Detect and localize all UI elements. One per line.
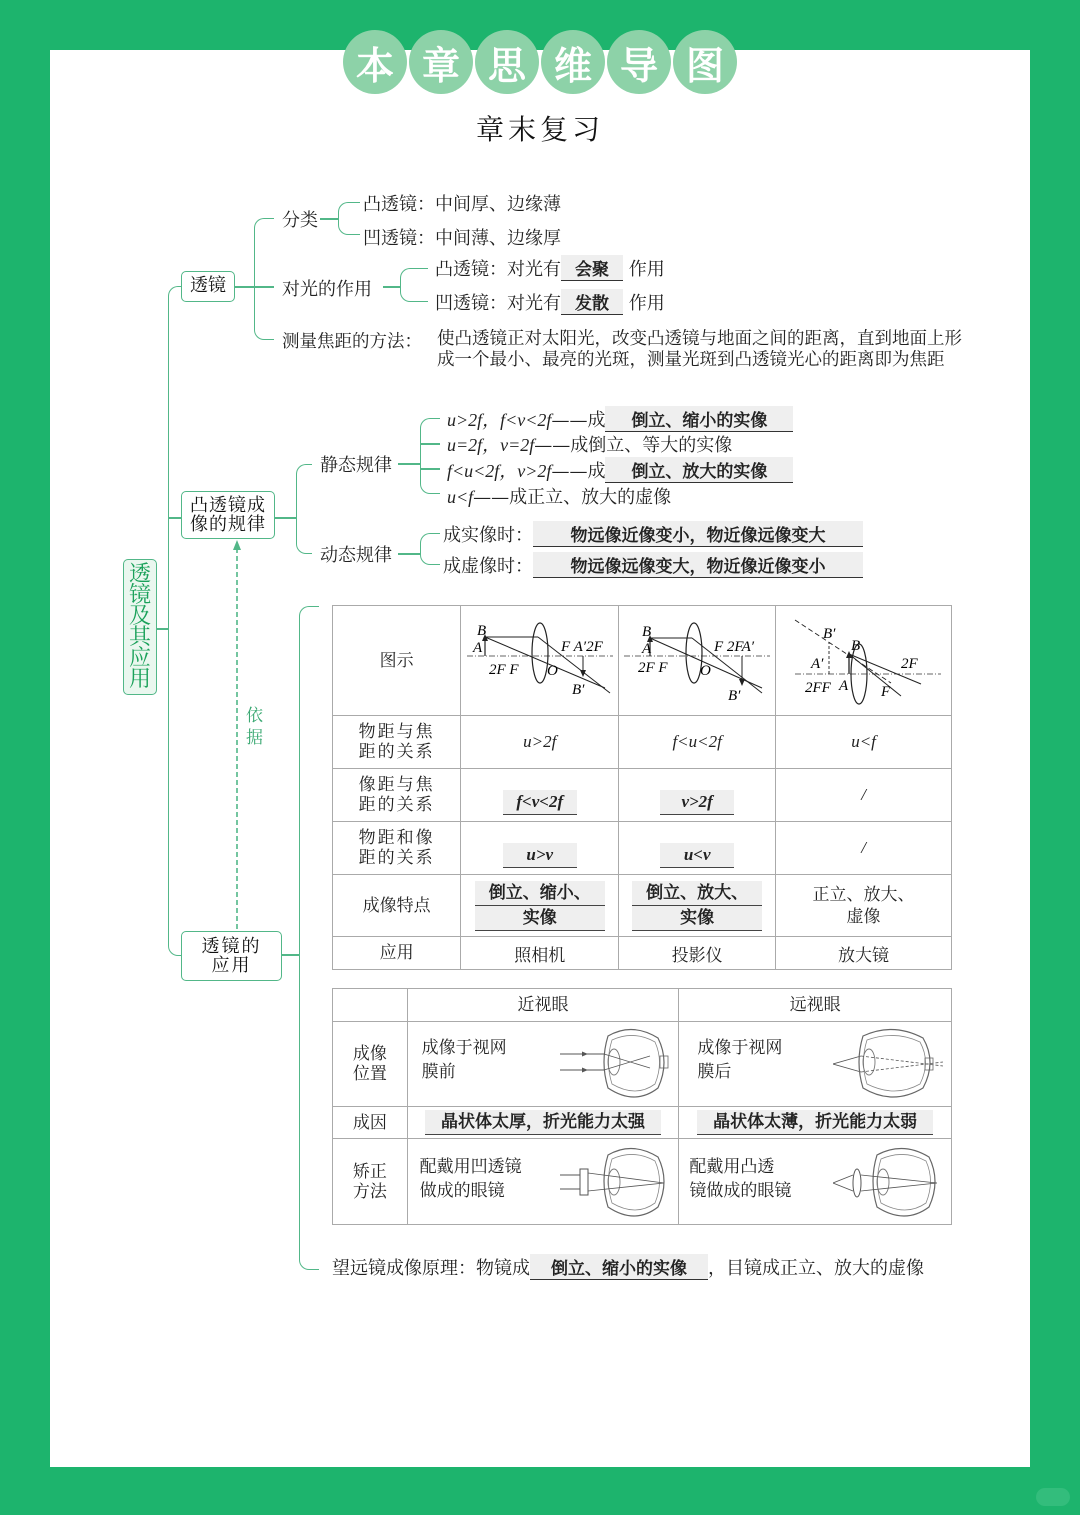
trunk-bracket — [168, 286, 182, 956]
static-rule-1 — [447, 406, 793, 432]
rule-condition: u>2f，f<v<2f — [447, 410, 552, 430]
svg-text:2FF: 2FF — [805, 680, 831, 696]
telescope-principle — [332, 1254, 924, 1280]
node-imaging-rules — [181, 491, 275, 539]
answer-blank: 发散 — [561, 289, 623, 315]
convex-prefix: 凸透镜：对光有 — [435, 259, 561, 280]
text-line: 膜后 — [697, 1062, 732, 1082]
header-text: 成像位置 — [352, 1044, 387, 1084]
rule-middle: ——成 — [551, 410, 606, 431]
header-text: 像距与焦距的关系 — [358, 775, 435, 815]
object-distance-3: u<f — [776, 716, 952, 769]
column-hyperopia: 远视眼 — [679, 989, 952, 1022]
svg-text:F: F — [881, 684, 891, 700]
svg-text:F 2FA′: F 2FA′ — [714, 639, 755, 655]
node-lens-label: 透镜 — [190, 275, 226, 296]
answer-blank: 物远像近像变小，物近像远像变大 — [533, 521, 863, 547]
node-application-label: 透镜的应用 — [201, 936, 262, 976]
title-char: 章 — [409, 30, 473, 94]
connector — [420, 443, 440, 445]
myopia-correction — [407, 1139, 679, 1225]
myopia-image-position — [407, 1022, 679, 1107]
svg-text:B: B — [851, 638, 861, 654]
application-bracket — [299, 606, 319, 1270]
image-distance-1 — [461, 769, 619, 822]
title-char: 图 — [673, 30, 737, 94]
answer-blank: 倒立、缩小的实像 — [530, 1254, 708, 1280]
svg-text:A′: A′ — [811, 656, 824, 672]
answer-blank: 晶状体太薄，折光能力太弱 — [697, 1110, 933, 1135]
text-line: 镜做成的眼镜 — [689, 1181, 792, 1201]
ray-diagram-1-icon — [465, 608, 615, 708]
answer-blank: 倒立、放大的实像 — [605, 457, 793, 483]
connector — [383, 286, 401, 288]
virtual-prefix: 成虚像时： — [443, 556, 533, 577]
row-header-characteristics: 成像特点 — [333, 875, 461, 937]
static-rule-3 — [447, 457, 793, 483]
myopia-eye-icon — [560, 1028, 672, 1100]
object-distance-2: f<u<2f — [619, 716, 776, 769]
correction-text — [420, 1155, 522, 1203]
answer-blank: 实像 — [475, 906, 605, 931]
light-effect-bracket — [400, 268, 428, 302]
static-rule-2 — [447, 431, 732, 457]
connector — [254, 286, 274, 288]
svg-text:B′: B′ — [823, 626, 836, 642]
classification-bracket — [338, 202, 360, 235]
watermark-badge — [1036, 1488, 1070, 1506]
concave-light-effect — [435, 289, 665, 315]
svg-text:A: A — [839, 678, 849, 694]
header-text: 物距和像距的关系 — [358, 828, 435, 868]
focal-method-text: 使凸透镜正对太阳光，改变凸透镜与地面之间的距离，直到地面上形成一个最小、最亮的光斑，测量光斑到凸透镜光心的距离即为焦距 — [437, 329, 962, 370]
svg-text:2F F: 2F F — [488, 662, 519, 678]
svg-text:O: O — [546, 663, 558, 679]
telescope-prefix: 望远镜成像原理：物镜成 — [332, 1258, 530, 1279]
node-lens — [181, 271, 235, 302]
basis-arrow — [230, 538, 246, 934]
text-line: 膜前 — [421, 1062, 456, 1082]
text-line: 成像于视网 — [421, 1038, 507, 1058]
suffix: 作用 — [628, 293, 665, 314]
text-line: 配戴用凸透 — [689, 1157, 775, 1177]
ray-diagram-2 — [619, 606, 776, 716]
title-char: 本 — [343, 30, 407, 94]
title-char: 导 — [607, 30, 671, 94]
rule-condition: f<u<2f，v>2f — [447, 461, 552, 481]
connector — [235, 286, 255, 288]
svg-text:B: B — [642, 624, 652, 640]
svg-text:O: O — [700, 663, 711, 679]
correction-text — [689, 1155, 791, 1203]
hyperopia-correction-eye-icon — [833, 1147, 945, 1219]
telescope-suffix: ，目镜成正立、放大的虚像 — [708, 1258, 924, 1279]
svg-text:2F: 2F — [901, 656, 918, 672]
page-subtitle: 章末复习 — [475, 113, 604, 146]
connector — [275, 517, 297, 519]
rule-condition: u<f — [447, 487, 474, 507]
hyperopia-eye-icon — [833, 1028, 945, 1100]
chapter-mindmap-title — [343, 30, 737, 94]
real-prefix: 成实像时： — [443, 525, 533, 546]
rule-middle: ——成倒立、等大的实像 — [534, 435, 733, 456]
hyperopia-correction — [679, 1139, 952, 1225]
ray-diagram-3 — [776, 606, 952, 716]
convex-classification: 凸透镜：中间厚、边缘薄 — [363, 194, 561, 215]
hyperopia-cause — [679, 1107, 952, 1139]
dynamic-bracket — [420, 533, 440, 565]
image-distance-3: / — [776, 769, 952, 822]
object-vs-image-2 — [619, 822, 776, 875]
lens-bracket — [254, 218, 274, 340]
header-text: 物距与焦距的关系 — [358, 722, 435, 762]
root-node — [123, 559, 157, 695]
text-line: 成像于视网 — [697, 1038, 783, 1058]
image-distance-2 — [619, 769, 776, 822]
text-line: 做成的眼镜 — [419, 1181, 505, 1201]
object-vs-image-1 — [461, 822, 619, 875]
rule-condition: u=2f，v=2f — [447, 435, 535, 455]
use-2: 投影仪 — [619, 937, 776, 970]
column-myopia: 近视眼 — [407, 989, 679, 1022]
rule-middle: ——成正立、放大的虚像 — [473, 487, 672, 508]
answer-blank: v>2f — [660, 790, 734, 815]
node-imaging-rules-label: 凸透镜成像的规律 — [190, 495, 266, 535]
root-label: 透镜及其应用 — [129, 562, 152, 692]
convex-lens-table — [332, 605, 952, 970]
basis-label: 依据 — [246, 706, 263, 748]
use-1: 照相机 — [461, 937, 619, 970]
title-char: 维 — [541, 30, 605, 94]
suffix: 作用 — [628, 259, 665, 280]
position-text — [422, 1036, 507, 1084]
light-effect-label: 对光的作用 — [282, 279, 372, 300]
characteristics-1 — [461, 875, 619, 937]
concave-classification: 凹透镜：中间薄、边缘厚 — [363, 228, 561, 249]
char-line: 虚像 — [846, 906, 881, 927]
header-text: 矫正方法 — [352, 1161, 387, 1202]
svg-text:2F F: 2F F — [638, 660, 668, 676]
eye-table — [332, 988, 952, 1225]
connector — [398, 553, 420, 555]
convex-light-effect — [435, 255, 665, 281]
row-header-use: 应用 — [333, 937, 461, 970]
connector — [282, 954, 300, 956]
static-rules-label: 静态规律 — [320, 455, 392, 476]
ray-diagram-3-icon — [781, 608, 946, 708]
row-header-image-distance — [333, 769, 461, 822]
concave-prefix: 凹透镜：对光有 — [435, 293, 561, 314]
answer-blank: 晶状体太厚，折光能力太强 — [425, 1110, 661, 1135]
node-application — [181, 931, 282, 981]
dynamic-virtual — [443, 552, 863, 578]
characteristics-2 — [619, 875, 776, 937]
object-vs-image-3: / — [776, 822, 952, 875]
row-header-object-distance — [333, 716, 461, 769]
static-rule-4 — [447, 483, 671, 509]
svg-text:F A′2F: F A′2F — [560, 639, 603, 655]
focal-method-label: 测量焦距的方法： — [282, 332, 422, 352]
dynamic-real — [443, 521, 863, 547]
ray-diagram-2-icon — [622, 608, 772, 708]
hyperopia-image-position — [679, 1022, 952, 1107]
answer-blank: 倒立、缩小的实像 — [605, 406, 793, 432]
answer-blank: f<v<2f — [503, 790, 577, 815]
characteristics-3 — [776, 875, 952, 937]
answer-blank: u<v — [660, 843, 734, 868]
text-line: 配戴用凹透镜 — [419, 1157, 522, 1177]
connector — [168, 517, 182, 519]
rule-middle: ——成 — [551, 461, 606, 482]
row-header-cause: 成因 — [333, 1107, 408, 1139]
row-header-diagram: 图示 — [333, 606, 461, 716]
answer-blank: 倒立、放大、 — [632, 881, 762, 906]
answer-blank: 物远像远像变大，物近像近像变小 — [533, 552, 863, 578]
answer-blank: 倒立、缩小、 — [475, 881, 605, 906]
use-3: 放大镜 — [776, 937, 952, 970]
title-char: 思 — [475, 30, 539, 94]
answer-blank: 会聚 — [561, 255, 623, 281]
svg-text:B: B — [476, 623, 486, 639]
svg-text:B′: B′ — [571, 682, 585, 698]
imaging-bracket — [296, 464, 312, 554]
char-line: 正立、放大、 — [812, 884, 915, 905]
svg-text:B′: B′ — [728, 688, 741, 704]
corner-cell — [333, 989, 408, 1022]
static-bracket — [420, 418, 440, 494]
myopia-cause — [407, 1107, 679, 1139]
classification-label: 分类 — [282, 210, 318, 231]
connector — [320, 218, 338, 220]
position-text — [697, 1036, 782, 1084]
ray-diagram-1 — [461, 606, 619, 716]
row-header-correction — [333, 1139, 408, 1225]
object-distance-1: u>2f — [461, 716, 619, 769]
answer-blank: 实像 — [632, 906, 762, 931]
svg-text:A: A — [472, 640, 482, 656]
row-header-object-vs-image — [333, 822, 461, 875]
dynamic-rules-label: 动态规律 — [320, 545, 392, 566]
answer-blank: u>v — [503, 843, 577, 868]
svg-text:A: A — [642, 641, 652, 657]
connector — [420, 468, 440, 470]
row-header-image-position — [333, 1022, 408, 1107]
myopia-correction-eye-icon — [560, 1147, 672, 1219]
connector — [398, 463, 420, 465]
